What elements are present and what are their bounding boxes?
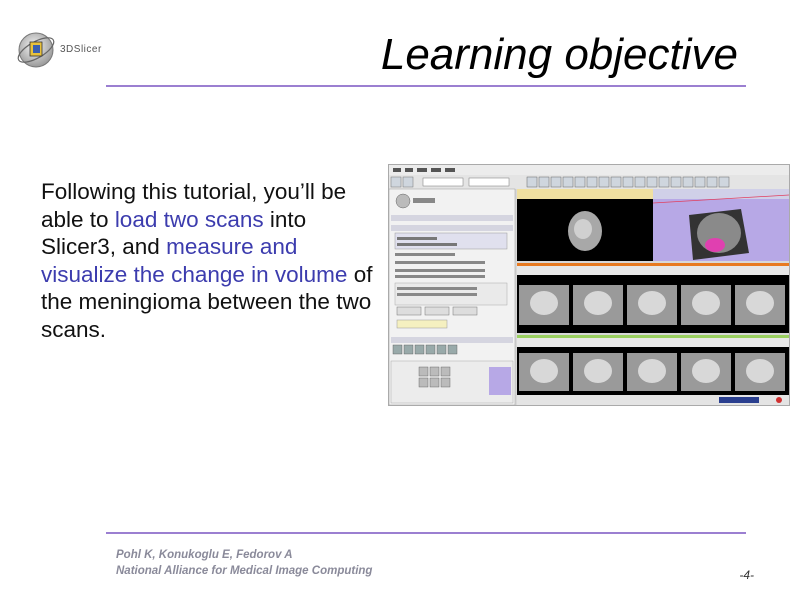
footer-authors: Pohl K, Konukoglu E, Fedorov A [116,549,293,561]
highlight-segment: load two scans [114,206,264,232]
logo-text: 3DSlicer [60,44,102,55]
footer [116,547,372,579]
text-segment: Following this tutorial, you’ll be able to [41,179,347,232]
footer-divider [106,532,746,534]
title-divider [106,85,746,87]
slide-title: Learning objective [380,30,738,79]
objective-text [41,178,381,343]
highlight-segment: measure and visualize the change in volume [41,234,348,287]
text-segment: of the meningioma between the two scans. [41,261,373,342]
slicer-application-screenshot [388,164,790,406]
page-number: -4- [739,568,754,582]
text-segment: into Slicer3, and [41,206,307,259]
footer-organization: National Alliance for Medical Image Computing [116,565,373,577]
